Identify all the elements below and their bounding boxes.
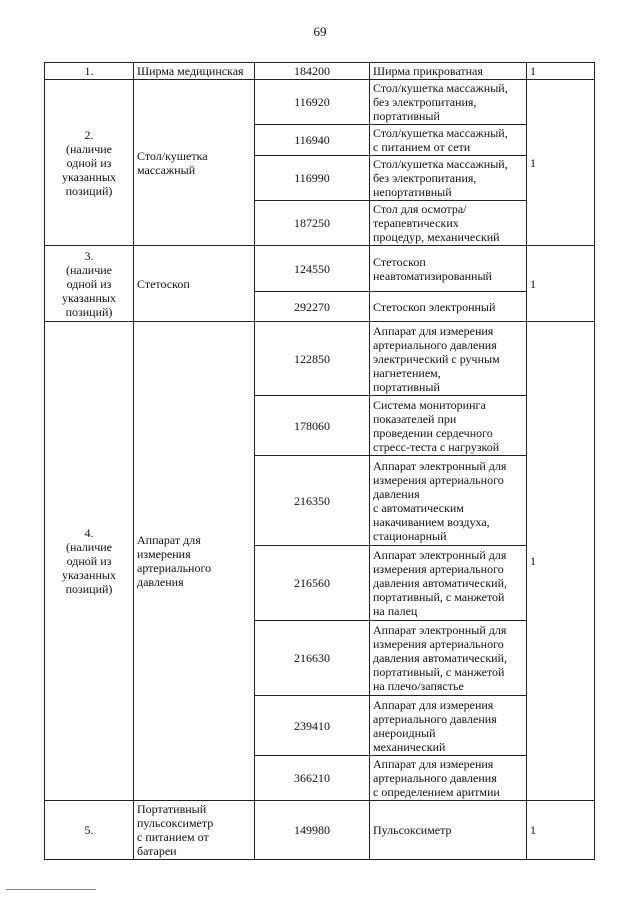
quantity: 1: [527, 80, 595, 246]
text-line: Аппарат электронный для: [373, 548, 507, 562]
text-line: Аппарат для: [137, 533, 201, 547]
table-row: [45, 246, 595, 292]
text-line: накачиванием воздуха,: [373, 514, 490, 529]
nomenclature-code: 116920: [255, 80, 370, 125]
table-row: [45, 801, 595, 860]
nomenclature-code: 239410: [255, 696, 370, 756]
nomenclature-code: 116990: [255, 156, 370, 201]
text-line: (наличие: [65, 540, 113, 554]
nomenclature-code: 122850: [255, 322, 370, 396]
nomenclature-code: 216350: [255, 456, 370, 546]
text-line: (наличие: [65, 262, 113, 277]
text-line: позиций): [65, 304, 113, 319]
text-line: терапевтических: [373, 216, 459, 230]
text-line: стационарный: [373, 528, 447, 543]
text-line: Стол/кушетка массажный,: [373, 157, 508, 171]
text-line: Ширма медицинская: [137, 64, 244, 78]
nomenclature-code: 149980: [255, 801, 370, 860]
equipment-name: [134, 801, 255, 860]
text-line: Стол/кушетка: [137, 148, 208, 163]
text-line: с питанием от: [137, 830, 209, 844]
text-line: батареи: [137, 844, 177, 858]
text-line: Аппарат для измерения: [373, 697, 494, 712]
text-line: позиций): [65, 582, 113, 596]
text-line: артериального давления: [373, 711, 497, 726]
text-line: портативный, с манжетой: [373, 590, 505, 604]
text-line: стресс-теста с нагрузкой: [373, 439, 500, 454]
text-line: на плечо/запястье: [373, 679, 464, 693]
nomenclature-code: 187250: [255, 201, 370, 246]
text-line: одной из: [66, 155, 112, 170]
nomenclature-description: [370, 396, 527, 456]
text-line: давления: [137, 575, 184, 589]
text-line: артериального давления: [373, 337, 497, 352]
nomenclature-description: [370, 322, 527, 396]
text-line: механический: [373, 739, 446, 754]
text-line: Система мониторинга: [373, 397, 486, 412]
text-line: неавтоматизированный: [373, 268, 492, 283]
nomenclature-description: [370, 80, 527, 125]
text-line: портативный: [373, 379, 440, 394]
table-row: [45, 322, 595, 396]
nomenclature-description: [370, 756, 527, 801]
page-number: 69: [313, 24, 327, 39]
item-number: [45, 80, 134, 246]
equipment-table: [44, 62, 595, 860]
nomenclature-description: [370, 125, 527, 156]
text-line: Портативный: [137, 802, 207, 816]
nomenclature-code: 124550: [255, 246, 370, 292]
text-line: Стетоскоп: [373, 254, 426, 269]
text-line: одной из: [66, 276, 112, 291]
text-line: анероидный: [373, 725, 436, 740]
equipment-name: [134, 246, 255, 322]
text-line: 2.: [84, 127, 94, 142]
text-line: указанных: [62, 290, 116, 305]
text-line: измерения артериального: [373, 637, 504, 651]
text-line: Пульсоксиметр: [373, 823, 452, 837]
text-line: 3.: [84, 248, 94, 263]
text-line: давления автоматический,: [373, 651, 508, 665]
text-line: непортативный: [373, 185, 452, 199]
text-line: измерения артериального: [373, 562, 504, 576]
nomenclature-description: [370, 621, 527, 696]
text-line: Аппарат для измерения: [373, 757, 494, 771]
text-line: без электропитания,: [373, 171, 477, 185]
text-line: массажный: [137, 162, 196, 177]
item-number: [45, 63, 134, 80]
table-row: [45, 80, 595, 125]
text-line: проведении сердечного: [373, 425, 493, 440]
text-line: Аппарат электронный для: [373, 623, 507, 637]
nomenclature-code: 366210: [255, 756, 370, 801]
text-line: Ширма прикроватная: [373, 64, 483, 78]
text-line: измерения: [137, 547, 191, 561]
text-line: одной из: [66, 554, 112, 568]
nomenclature-code: 116940: [255, 125, 370, 156]
nomenclature-code: 216630: [255, 621, 370, 696]
text-line: с питанием от сети: [373, 140, 471, 154]
item-number: [45, 801, 134, 860]
nomenclature-description: [370, 292, 527, 322]
text-line: электрический с ручным: [373, 351, 500, 366]
text-line: давления автоматический,: [373, 576, 508, 590]
footer-rule: [6, 889, 96, 890]
text-line: портативный, с манжетой: [373, 665, 505, 679]
quantity: 1: [527, 322, 595, 801]
text-line: артериального: [137, 561, 212, 575]
equipment-name: [134, 80, 255, 246]
table-row: [45, 63, 595, 80]
text-line: 1.: [84, 64, 94, 78]
text-line: указанных: [62, 169, 116, 184]
quantity: 1: [527, 63, 595, 80]
text-line: процедур, механический: [373, 230, 500, 244]
text-line: портативный: [373, 109, 440, 123]
text-line: Стетоскоп электронный: [373, 299, 496, 314]
quantity: 1: [527, 246, 595, 322]
text-line: Стол/кушетка массажный,: [373, 81, 508, 95]
nomenclature-description: [370, 696, 527, 756]
text-line: позиций): [65, 183, 113, 198]
nomenclature-code: 178060: [255, 396, 370, 456]
text-line: артериального давления: [373, 771, 497, 785]
text-line: Стол/кушетка массажный,: [373, 126, 508, 140]
nomenclature-description: [370, 63, 527, 80]
item-number: [45, 246, 134, 322]
text-line: измерения артериального: [373, 472, 504, 487]
text-line: без электропитания,: [373, 95, 477, 109]
nomenclature-code: 292270: [255, 292, 370, 322]
text-line: указанных: [62, 568, 116, 582]
text-line: показателей при: [373, 411, 457, 426]
nomenclature-description: [370, 456, 527, 546]
quantity: 1: [527, 801, 595, 860]
nomenclature-description: [370, 246, 527, 292]
text-line: (наличие: [65, 141, 113, 156]
equipment-name: [134, 63, 255, 80]
equipment-name: [134, 322, 255, 801]
nomenclature-description: [370, 546, 527, 621]
text-line: Стол для осмотра/: [373, 202, 467, 216]
text-line: 5.: [84, 823, 94, 837]
item-number: [45, 322, 134, 801]
nomenclature-description: [370, 201, 527, 246]
text-line: давления: [373, 486, 420, 501]
nomenclature-code: 216560: [255, 546, 370, 621]
text-line: на палец: [373, 604, 418, 618]
text-line: 4.: [84, 526, 94, 540]
text-line: Стетоскоп: [137, 276, 190, 291]
text-line: Аппарат электронный для: [373, 458, 507, 473]
text-line: с определением аритмии: [373, 785, 500, 799]
text-line: пульсоксиметр: [137, 816, 214, 830]
nomenclature-description: [370, 801, 527, 860]
text-line: с автоматическим: [373, 500, 464, 515]
text-line: нагнетением,: [373, 365, 441, 380]
nomenclature-description: [370, 156, 527, 201]
text-line: Аппарат для измерения: [373, 323, 494, 338]
nomenclature-code: 184200: [255, 63, 370, 80]
